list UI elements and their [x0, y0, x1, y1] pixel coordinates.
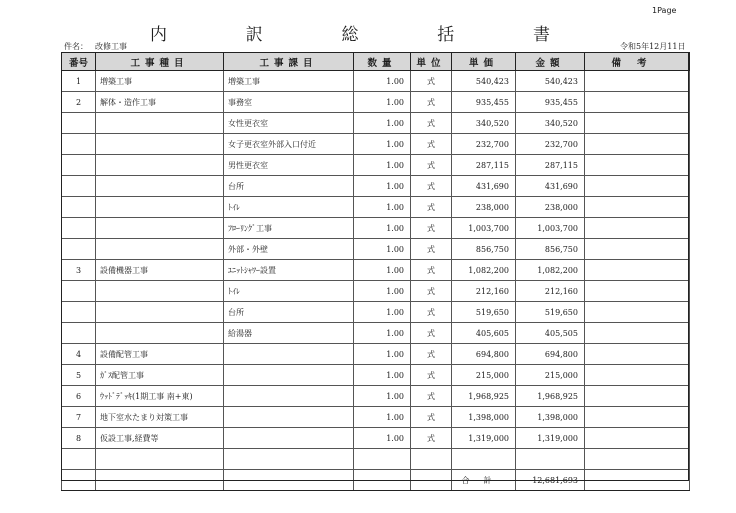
header-work-item: 工事課目	[224, 53, 354, 71]
title-char: 括	[437, 25, 455, 45]
amount-cell: 1,319,000	[516, 428, 585, 449]
unit-price-cell: 1,968,925	[452, 386, 516, 407]
table-row	[62, 155, 690, 176]
unit-cell: 式	[411, 239, 452, 260]
unit-price-cell: 856,750	[452, 239, 516, 260]
remarks-cell	[585, 92, 690, 113]
row-number: 6	[62, 386, 96, 407]
remarks-cell	[585, 113, 690, 134]
unit-price-cell: 212,160	[452, 281, 516, 302]
table-row	[62, 449, 690, 470]
work-type-cell	[96, 218, 224, 239]
total-row	[62, 470, 690, 491]
subject-label: 件名：	[64, 42, 88, 51]
remarks-cell	[585, 428, 690, 449]
amount-cell: 540,423	[516, 71, 585, 92]
amount-cell: 694,800	[516, 344, 585, 365]
work-item-cell	[224, 344, 354, 365]
work-item-cell	[224, 365, 354, 386]
quantity-cell: 1.00	[354, 323, 411, 344]
work-type-cell: 設備機器工事	[96, 260, 224, 281]
remarks-cell	[585, 134, 690, 155]
title-char: 訳	[245, 25, 263, 45]
unit-cell: 式	[411, 134, 452, 155]
amount-cell: 1,968,925	[516, 386, 585, 407]
amount-cell: 215,000	[516, 365, 585, 386]
work-type-cell	[96, 449, 224, 470]
unit-price-cell: 287,115	[452, 155, 516, 176]
row-number	[62, 302, 96, 323]
unit-cell: 式	[411, 113, 452, 134]
remarks-cell	[585, 197, 690, 218]
quantity-cell: 1.00	[354, 239, 411, 260]
row-number: 2	[62, 92, 96, 113]
table-row	[62, 113, 690, 134]
remarks-cell	[585, 239, 690, 260]
table-row	[62, 197, 690, 218]
unit-cell: 式	[411, 71, 452, 92]
remarks-cell	[585, 386, 690, 407]
work-item-cell: ﾄｲﾚ	[224, 197, 354, 218]
work-type-cell: 仮設工事,経費等	[96, 428, 224, 449]
unit-cell: 式	[411, 407, 452, 428]
quantity-cell: 1.00	[354, 344, 411, 365]
table-row	[62, 323, 690, 344]
unit-price-cell	[452, 449, 516, 470]
table-row	[62, 176, 690, 197]
work-type-cell	[96, 134, 224, 155]
quantity-cell: 1.00	[354, 218, 411, 239]
table-row	[62, 281, 690, 302]
table-row	[62, 71, 690, 92]
empty-cell	[62, 470, 96, 491]
work-item-cell: ﾄｲﾚ	[224, 281, 354, 302]
work-item-cell: 台所	[224, 302, 354, 323]
unit-cell: 式	[411, 323, 452, 344]
amount-cell: 856,750	[516, 239, 585, 260]
unit-cell: 式	[411, 365, 452, 386]
remarks-cell	[585, 323, 690, 344]
work-item-cell: 台所	[224, 176, 354, 197]
remarks-cell	[585, 344, 690, 365]
amount-cell: 1,082,200	[516, 260, 585, 281]
document-date: 令和5年12月11日	[620, 42, 686, 51]
quantity-cell: 1.00	[354, 428, 411, 449]
amount-cell: 519,650	[516, 302, 585, 323]
work-item-cell	[224, 449, 354, 470]
quantity-cell: 1.00	[354, 281, 411, 302]
unit-price-cell: 340,520	[452, 113, 516, 134]
table-row	[62, 218, 690, 239]
amount-cell: 935,455	[516, 92, 585, 113]
unit-price-cell: 238,000	[452, 197, 516, 218]
unit-cell: 式	[411, 344, 452, 365]
empty-cell	[96, 470, 224, 491]
work-item-cell: 外部・外壁	[224, 239, 354, 260]
table-row	[62, 260, 690, 281]
work-type-cell: ｳｯﾄﾞﾃﾞｯｷ(1期工事 南+東)	[96, 386, 224, 407]
unit-cell: 式	[411, 197, 452, 218]
unit-cell: 式	[411, 281, 452, 302]
header-unit: 単位	[411, 53, 452, 71]
header-price: 単価	[452, 53, 516, 71]
quantity-cell: 1.00	[354, 386, 411, 407]
amount-cell: 340,520	[516, 113, 585, 134]
total-amount: 12,681,693	[516, 470, 585, 491]
work-type-cell: 地下室水たまり対策工事	[96, 407, 224, 428]
header-no: 番号	[62, 53, 96, 71]
remarks-cell	[585, 449, 690, 470]
quantity-cell: 1.00	[354, 365, 411, 386]
work-type-cell	[96, 323, 224, 344]
table-row	[62, 239, 690, 260]
row-number: 4	[62, 344, 96, 365]
table-header-row	[62, 53, 690, 71]
work-type-cell	[96, 302, 224, 323]
work-item-cell: 増築工事	[224, 71, 354, 92]
amount-cell: 238,000	[516, 197, 585, 218]
amount-cell: 405,505	[516, 323, 585, 344]
quantity-cell: 1.00	[354, 71, 411, 92]
work-type-cell	[96, 239, 224, 260]
page-number: 1Page	[652, 6, 677, 15]
remarks-cell	[585, 155, 690, 176]
title-char: 内	[150, 25, 167, 45]
subject-value: 改修工事	[95, 42, 127, 51]
work-item-cell: 男性更衣室	[224, 155, 354, 176]
unit-price-cell: 1,398,000	[452, 407, 516, 428]
header-qty: 数量	[354, 53, 411, 71]
row-number	[62, 239, 96, 260]
remarks-cell	[585, 302, 690, 323]
amount-cell: 287,115	[516, 155, 585, 176]
quantity-cell: 1.00	[354, 260, 411, 281]
row-number: 8	[62, 428, 96, 449]
unit-price-cell: 405,605	[452, 323, 516, 344]
table-row	[62, 134, 690, 155]
unit-cell: 式	[411, 176, 452, 197]
empty-cell	[354, 470, 411, 491]
remarks-cell	[585, 71, 690, 92]
quantity-cell: 1.00	[354, 407, 411, 428]
table-row	[62, 344, 690, 365]
quantity-cell: 1.00	[354, 176, 411, 197]
empty-cell	[411, 470, 452, 491]
header-remarks: 備考	[585, 53, 690, 71]
quantity-cell	[354, 449, 411, 470]
amount-cell: 1,003,700	[516, 218, 585, 239]
title-char: 総	[341, 25, 359, 45]
row-number: 5	[62, 365, 96, 386]
unit-price-cell: 232,700	[452, 134, 516, 155]
unit-price-cell: 1,082,200	[452, 260, 516, 281]
unit-cell	[411, 449, 452, 470]
work-item-cell: 事務室	[224, 92, 354, 113]
quantity-cell: 1.00	[354, 302, 411, 323]
work-type-cell: ｶﾞｽ配管工事	[96, 365, 224, 386]
work-type-cell	[96, 176, 224, 197]
unit-price-cell: 1,003,700	[452, 218, 516, 239]
work-type-cell: 解体・造作工事	[96, 92, 224, 113]
table-row	[62, 92, 690, 113]
row-number: 7	[62, 407, 96, 428]
document-title	[150, 20, 550, 45]
total-label: 合計	[452, 470, 516, 491]
work-item-cell: ﾌﾛｰﾘﾝｸﾞ工事	[224, 218, 354, 239]
remarks-cell	[585, 218, 690, 239]
header-amount: 金額	[516, 53, 585, 71]
unit-cell: 式	[411, 92, 452, 113]
amount-cell: 212,160	[516, 281, 585, 302]
table-row	[62, 302, 690, 323]
quantity-cell: 1.00	[354, 134, 411, 155]
row-number	[62, 218, 96, 239]
row-number	[62, 113, 96, 134]
unit-cell: 式	[411, 428, 452, 449]
empty-cell	[224, 470, 354, 491]
row-number	[62, 176, 96, 197]
remarks-cell	[585, 260, 690, 281]
work-item-cell	[224, 386, 354, 407]
table-row	[62, 365, 690, 386]
amount-cell: 232,700	[516, 134, 585, 155]
work-item-cell: 給湯器	[224, 323, 354, 344]
work-type-cell: 設備配管工事	[96, 344, 224, 365]
row-number: 3	[62, 260, 96, 281]
unit-price-cell: 694,800	[452, 344, 516, 365]
row-number	[62, 449, 96, 470]
amount-cell: 431,690	[516, 176, 585, 197]
work-item-cell: 女性更衣室	[224, 113, 354, 134]
work-item-cell	[224, 428, 354, 449]
unit-cell: 式	[411, 386, 452, 407]
quantity-cell: 1.00	[354, 92, 411, 113]
unit-price-cell: 519,650	[452, 302, 516, 323]
header-work-type: 工事種目	[96, 53, 224, 71]
remarks-cell	[585, 407, 690, 428]
remarks-cell	[585, 281, 690, 302]
row-number	[62, 134, 96, 155]
remarks-cell	[585, 365, 690, 386]
unit-price-cell: 1,319,000	[452, 428, 516, 449]
table-row	[62, 428, 690, 449]
work-item-cell: ﾕﾆｯﾄｼｬﾜｰ設置	[224, 260, 354, 281]
work-type-cell	[96, 281, 224, 302]
amount-cell: 1,398,000	[516, 407, 585, 428]
unit-price-cell: 431,690	[452, 176, 516, 197]
unit-cell: 式	[411, 218, 452, 239]
work-type-cell: 増築工事	[96, 71, 224, 92]
work-item-cell: 女子更衣室外部入口付近	[224, 134, 354, 155]
quantity-cell: 1.00	[354, 155, 411, 176]
remarks-cell	[585, 176, 690, 197]
quantity-cell: 1.00	[354, 197, 411, 218]
table-row	[62, 386, 690, 407]
quantity-cell: 1.00	[354, 113, 411, 134]
unit-cell: 式	[411, 260, 452, 281]
estimate-table	[61, 52, 690, 491]
row-number	[62, 323, 96, 344]
amount-cell	[516, 449, 585, 470]
row-number	[62, 197, 96, 218]
unit-cell: 式	[411, 155, 452, 176]
unit-price-cell: 540,423	[452, 71, 516, 92]
row-number	[62, 155, 96, 176]
work-type-cell	[96, 113, 224, 134]
unit-price-cell: 935,455	[452, 92, 516, 113]
empty-cell	[585, 470, 690, 491]
unit-cell: 式	[411, 302, 452, 323]
table-row	[62, 407, 690, 428]
work-type-cell	[96, 197, 224, 218]
row-number	[62, 281, 96, 302]
title-char: 書	[533, 25, 550, 45]
work-type-cell	[96, 155, 224, 176]
row-number: 1	[62, 71, 96, 92]
unit-price-cell: 215,000	[452, 365, 516, 386]
work-item-cell	[224, 407, 354, 428]
